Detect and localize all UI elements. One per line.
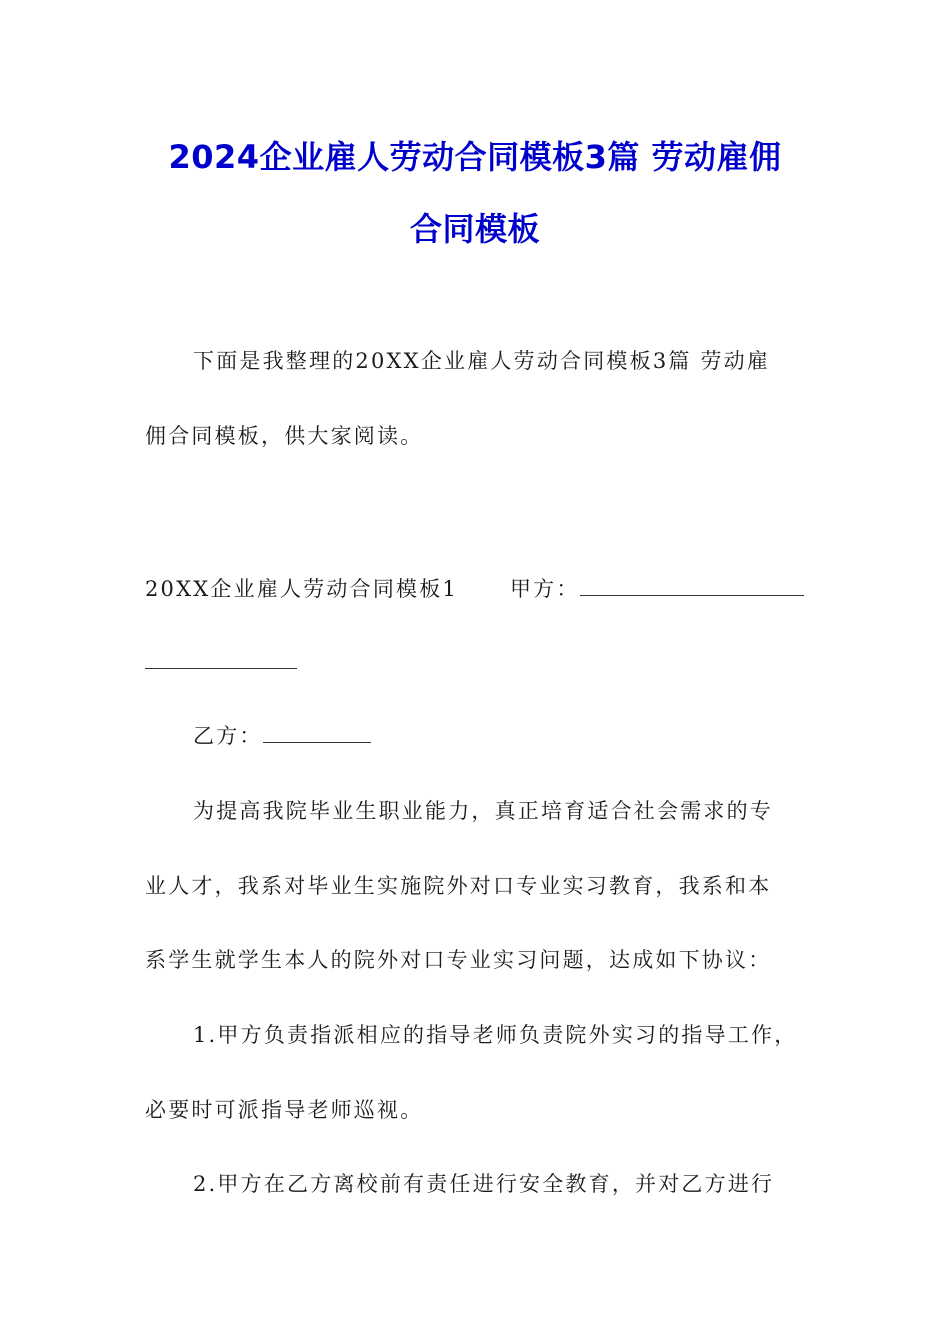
purpose-line2: 业人才，我系对毕业生实施院外对口专业实习教育，我系和本 (145, 874, 772, 898)
party-a-blank-continued-row (145, 648, 297, 674)
purpose-line3: 系学生就学生本人的院外对口专业实习问题，达成如下协议： (145, 948, 772, 972)
item1-line1: 1.甲方负责指派相应的指导老师负责院外实习的指导工作， (193, 1023, 798, 1047)
contract-heading-row (145, 573, 804, 603)
item1-line2: 必要时可派指导老师巡视。 (145, 1098, 424, 1122)
document-title-line2: 合同模板 (409, 210, 540, 248)
party-a-blank (580, 575, 804, 596)
party-b-row (193, 720, 371, 750)
document-title-line1: 2024企业雇人劳动合同模板3篇 劳动雇佣 (168, 138, 782, 176)
intro-line1: 下面是我整理的20XX企业雇人劳动合同模板3篇 劳动雇 (193, 349, 771, 373)
party-b-label: 乙方： (193, 724, 263, 748)
intro-line2: 佣合同模板，供大家阅读。 (145, 424, 424, 448)
party-a-blank-continued (145, 648, 297, 669)
contract-heading: 20XX企业雇人劳动合同模板1 (145, 577, 458, 601)
purpose-line1: 为提高我院毕业生职业能力，真正培育适合社会需求的专 (193, 799, 773, 823)
party-b-blank (263, 722, 371, 743)
party-a-label: 甲方： (509, 577, 580, 601)
item2-line1: 2.甲方在乙方离校前有责任进行安全教育，并对乙方进行 (193, 1172, 775, 1196)
